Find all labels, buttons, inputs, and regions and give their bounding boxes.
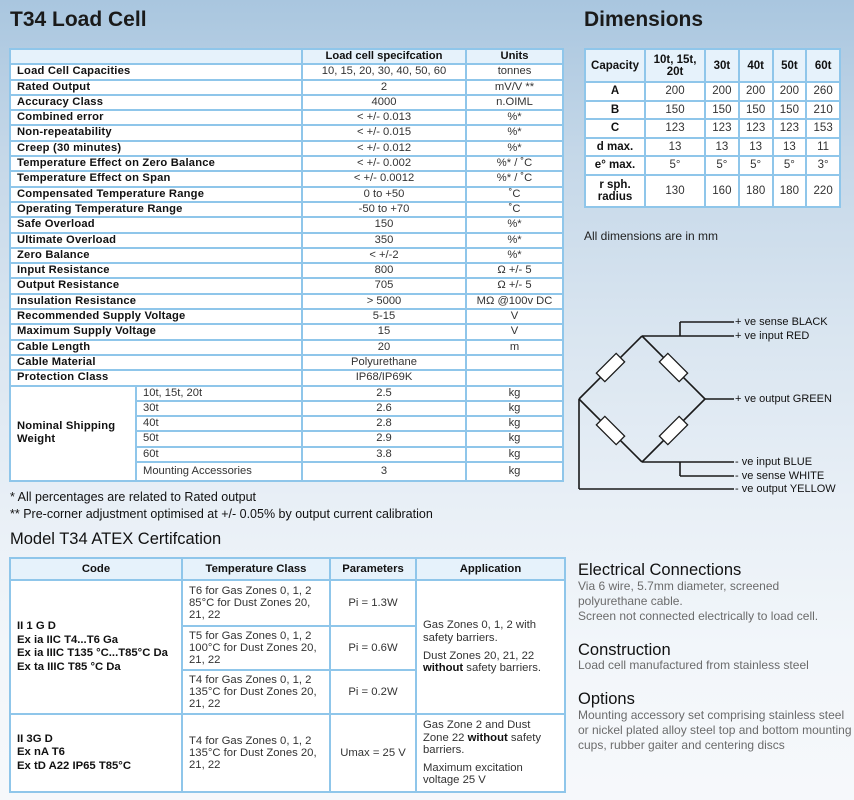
wire-label-output-green: + ve output GREEN <box>735 393 832 405</box>
wheatstone-bridge-diagram <box>570 305 740 505</box>
resistor-icon <box>596 353 687 444</box>
spec-unit: V <box>466 324 563 339</box>
dims-row <box>585 156 840 175</box>
dims-value: 150 <box>773 101 807 120</box>
dims-value: 3° <box>806 156 840 175</box>
dims-value: 5° <box>705 156 739 175</box>
spec-unit: ˚C <box>466 202 563 217</box>
spec-label: Non-repeatability <box>10 125 302 140</box>
spec-unit: %* <box>466 233 563 248</box>
dims-row-label: C <box>585 119 645 138</box>
atex-temp-class: T6 for Gas Zones 0, 1, 2 85°C for Dust Zones 20, 21, 22 <box>182 580 330 626</box>
atex-parameter: Pi = 0.6W <box>330 626 416 670</box>
atex-parameter: Pi = 1.3W <box>330 580 416 626</box>
atex-header-application: Application <box>416 558 565 580</box>
shipping-row <box>10 386 563 401</box>
spec-value: < +/-2 <box>302 248 466 263</box>
dims-row <box>585 82 840 101</box>
shipping-label: Nominal Shipping Weight <box>10 386 136 481</box>
dims-value: 200 <box>739 82 773 101</box>
atex-header-code: Code <box>10 558 182 580</box>
atex-table <box>9 557 566 793</box>
spec-value: < +/- 0.015 <box>302 125 466 140</box>
wire-label-input-blue: - ve input BLUE <box>735 456 813 468</box>
dims-value: 220 <box>806 175 840 207</box>
spec-unit: Ω +/- 5 <box>466 263 563 278</box>
dims-row <box>585 175 840 207</box>
spec-value: < +/- 0.013 <box>302 110 466 125</box>
spec-unit <box>466 355 563 370</box>
dims-value: 200 <box>645 82 705 101</box>
spec-unit: tonnes <box>466 64 563 79</box>
dims-value: 150 <box>645 101 705 120</box>
dims-value: 150 <box>739 101 773 120</box>
dims-row-label: e° max. <box>585 156 645 175</box>
spec-label: Cable Material <box>10 355 302 370</box>
electrical-heading: Electrical Connections <box>578 561 742 579</box>
spec-row <box>10 248 563 263</box>
spec-row <box>10 64 563 79</box>
spec-label: Rated Output <box>10 80 302 95</box>
atex-row <box>10 714 565 792</box>
dims-header-40t: 40t <box>739 49 773 82</box>
spec-value: -50 to +70 <box>302 202 466 217</box>
spec-label: Input Resistance <box>10 263 302 278</box>
spec-row <box>10 324 563 339</box>
atex-code-line: Ex ia IIC T4...T6 Ga <box>17 633 119 646</box>
wire-label-sense-black: + ve sense BLACK <box>735 316 828 328</box>
spec-row <box>10 278 563 293</box>
dims-row-label: r sph. radius <box>585 175 645 207</box>
spec-value: 800 <box>302 263 466 278</box>
options-heading: Options <box>578 690 635 708</box>
spec-label: Ultimate Overload <box>10 233 302 248</box>
spec-value: < +/- 0.0012 <box>302 171 466 186</box>
dims-header-capacity: Capacity <box>585 49 645 82</box>
dims-value: 160 <box>705 175 739 207</box>
spec-unit: MΩ @100v DC <box>466 294 563 309</box>
spec-value: < +/- 0.002 <box>302 156 466 171</box>
spec-label: Load Cell Capacities <box>10 64 302 79</box>
spec-unit: %* / ˚C <box>466 171 563 186</box>
spec-label: Recommended Supply Voltage <box>10 309 302 324</box>
spec-row <box>10 125 563 140</box>
dims-value: 5° <box>773 156 807 175</box>
dims-header-60t: 60t <box>806 49 840 82</box>
atex-app-text: Dust Zones 20, 21, 22 without safety barriers. <box>423 650 542 675</box>
dims-value: 123 <box>705 119 739 138</box>
dims-value: 13 <box>773 138 807 157</box>
atex-temp-class: T5 for Gas Zones 0, 1, 2 100°C for Dust Zones 20, 21, 22 <box>182 626 330 670</box>
shipping-unit: kg <box>466 431 563 446</box>
dims-value: 11 <box>806 138 840 157</box>
atex-code-group2 <box>10 714 182 792</box>
atex-app-text: Gas Zones 0, 1, 2 with safety barriers. <box>423 619 537 644</box>
electrical-text <box>578 579 854 624</box>
dims-header-30t: 30t <box>705 49 739 82</box>
spec-value: < +/- 0.012 <box>302 141 466 156</box>
electrical-line: Via 6 wire, 5.7mm diameter, screened polyurethane cable. <box>578 579 780 608</box>
dimensions-title: Dimensions <box>584 8 704 31</box>
spec-row <box>10 80 563 95</box>
shipping-unit: kg <box>466 462 563 481</box>
wire-label-input-red: + ve input RED <box>735 330 810 342</box>
dims-value: 5° <box>739 156 773 175</box>
shipping-unit: kg <box>466 386 563 401</box>
spec-value: 15 <box>302 324 466 339</box>
atex-application-group1 <box>416 580 565 714</box>
spec-row <box>10 217 563 232</box>
spec-label: Protection Class <box>10 370 302 385</box>
spec-unit: ˚C <box>466 187 563 202</box>
electrical-line: Screen not connected electrically to load cell. <box>578 609 819 623</box>
spec-row <box>10 110 563 125</box>
spec-unit: Ω +/- 5 <box>466 278 563 293</box>
spec-value: 150 <box>302 217 466 232</box>
spec-label: Accuracy Class <box>10 95 302 110</box>
atex-code-line: II 1 G D <box>17 620 56 632</box>
spec-row <box>10 156 563 171</box>
dims-row-label: d max. <box>585 138 645 157</box>
shipping-capacity: 50t <box>136 431 302 446</box>
spec-row <box>10 294 563 309</box>
dims-value: 123 <box>739 119 773 138</box>
spec-label: Zero Balance <box>10 248 302 263</box>
page-title: T34 Load Cell <box>10 8 147 31</box>
shipping-value: 2.8 <box>302 416 466 431</box>
spec-label: Safe Overload <box>10 217 302 232</box>
dims-value: 150 <box>705 101 739 120</box>
shipping-capacity: 40t <box>136 416 302 431</box>
spec-unit: mV/V ** <box>466 80 563 95</box>
footnote-2: ** Pre-corner adjustment optimised at +/- 0.05% by output current calibration <box>10 507 433 521</box>
spec-row <box>10 370 563 385</box>
construction-heading: Construction <box>578 641 671 659</box>
spec-value: 0 to +50 <box>302 187 466 202</box>
spec-row <box>10 355 563 370</box>
spec-label: Temperature Effect on Zero Balance <box>10 156 302 171</box>
dims-value: 130 <box>645 175 705 207</box>
atex-code-line: Ex ta IIIC T85 °C Da <box>17 660 121 673</box>
spec-row <box>10 309 563 324</box>
spec-row <box>10 187 563 202</box>
spec-value: 350 <box>302 233 466 248</box>
spec-unit: %* <box>466 217 563 232</box>
shipping-capacity: 60t <box>136 447 302 462</box>
atex-row <box>10 580 565 626</box>
dims-value: 260 <box>806 82 840 101</box>
dims-row <box>585 101 840 120</box>
dims-value: 13 <box>705 138 739 157</box>
atex-parameter: Umax = 25 V <box>330 714 416 792</box>
dims-row-label: A <box>585 82 645 101</box>
shipping-value: 2.6 <box>302 401 466 416</box>
spec-unit <box>466 370 563 385</box>
spec-table <box>9 48 564 482</box>
shipping-value: 2.5 <box>302 386 466 401</box>
shipping-capacity: Mounting Accessories <box>136 462 302 481</box>
spec-value: 705 <box>302 278 466 293</box>
atex-code-line: Ex tD A22 IP65 T85°C <box>17 759 131 772</box>
spec-unit: %* <box>466 248 563 263</box>
dims-value: 200 <box>773 82 807 101</box>
shipping-capacity: 30t <box>136 401 302 416</box>
atex-app-text: Gas Zone 2 and Dust Zone 22 without safety barriers. <box>423 719 542 756</box>
spec-value: 4000 <box>302 95 466 110</box>
spec-row <box>10 340 563 355</box>
shipping-value: 3.8 <box>302 447 466 462</box>
dims-row <box>585 119 840 138</box>
spec-value: 5-15 <box>302 309 466 324</box>
spec-header-blank <box>10 49 302 64</box>
dims-value: 210 <box>806 101 840 120</box>
atex-header-temperature: Temperature Class <box>182 558 330 580</box>
atex-title: Model T34 ATEX Certifcation <box>10 530 222 548</box>
spec-unit: n.OIML <box>466 95 563 110</box>
spec-label: Combined error <box>10 110 302 125</box>
atex-parameter: Pi = 0.2W <box>330 670 416 714</box>
footnote-1: * All percentages are related to Rated output <box>10 490 256 504</box>
spec-row <box>10 171 563 186</box>
dims-value: 180 <box>739 175 773 207</box>
spec-label: Temperature Effect on Span <box>10 171 302 186</box>
dims-value: 123 <box>773 119 807 138</box>
spec-value: Polyurethane <box>302 355 466 370</box>
spec-label: Output Resistance <box>10 278 302 293</box>
spec-label: Operating Temperature Range <box>10 202 302 217</box>
dims-value: 200 <box>705 82 739 101</box>
atex-header-row <box>10 558 565 580</box>
spec-label: Maximum Supply Voltage <box>10 324 302 339</box>
dims-value: 123 <box>645 119 705 138</box>
atex-code-line: Ex nA T6 <box>17 746 65 759</box>
spec-header-spec: Load cell specifcation <box>302 49 466 64</box>
dims-header-row <box>585 49 840 82</box>
spec-value: IP68/IP69K <box>302 370 466 385</box>
spec-unit: m <box>466 340 563 355</box>
dims-header-50t: 50t <box>773 49 807 82</box>
shipping-capacity: 10t, 15t, 20t <box>136 386 302 401</box>
atex-code-line: Ex ia IIIC T135 °C...T85°C Da <box>17 647 168 659</box>
spec-row <box>10 141 563 156</box>
dims-row <box>585 138 840 157</box>
atex-code-line: II 3G D <box>17 732 53 745</box>
spec-label: Cable Length <box>10 340 302 355</box>
wire-label-sense-white: - ve sense WHITE <box>735 470 825 482</box>
dimensions-note: All dimensions are in mm <box>584 229 719 243</box>
dimensions-table <box>584 48 841 208</box>
spec-row <box>10 95 563 110</box>
atex-temp-class: T4 for Gas Zones 0, 1, 2 135°C for Dust Zones 20, 21, 22 <box>182 670 330 714</box>
spec-value: 10, 15, 20, 30, 40, 50, 60 <box>302 64 466 79</box>
spec-value: > 5000 <box>302 294 466 309</box>
spec-row <box>10 233 563 248</box>
spec-header-row <box>10 49 563 64</box>
shipping-unit: kg <box>466 416 563 431</box>
spec-unit: %* <box>466 110 563 125</box>
spec-label: Creep (30 minutes) <box>10 141 302 156</box>
atex-temp-class: T4 for Gas Zones 0, 1, 2 135°C for Dust Zones 20, 21, 22 <box>182 714 330 792</box>
spec-unit: V <box>466 309 563 324</box>
dims-value: 13 <box>739 138 773 157</box>
spec-row <box>10 263 563 278</box>
spec-unit: %* / ˚C <box>466 156 563 171</box>
shipping-unit: kg <box>466 447 563 462</box>
shipping-unit: kg <box>466 401 563 416</box>
dims-value: 153 <box>806 119 840 138</box>
dims-value: 5° <box>645 156 705 175</box>
spec-unit: %* <box>466 141 563 156</box>
atex-code-group1 <box>10 580 182 714</box>
dims-header-10-15-20t: 10t, 15t, 20t <box>645 49 705 82</box>
wire-label-output-yellow: - ve output YELLOW <box>735 483 836 495</box>
dims-row-label: B <box>585 101 645 120</box>
options-text: Mounting accessory set comprising stainless steel or nickel plated alloy steel top and bottom mounting cups, rubber gaiter and centering discs <box>578 708 852 752</box>
dims-value: 13 <box>645 138 705 157</box>
shipping-value: 2.9 <box>302 431 466 446</box>
spec-unit: %* <box>466 125 563 140</box>
atex-app-text: Maximum excitation voltage 25 V <box>423 762 523 787</box>
spec-value: 20 <box>302 340 466 355</box>
dims-value: 180 <box>773 175 807 207</box>
spec-label: Compensated Temperature Range <box>10 187 302 202</box>
construction-text: Load cell manufactured from stainless steel <box>578 658 809 672</box>
spec-label: Insulation Resistance <box>10 294 302 309</box>
shipping-value: 3 <box>302 462 466 481</box>
spec-row <box>10 202 563 217</box>
atex-application-group2 <box>416 714 565 792</box>
atex-header-parameters: Parameters <box>330 558 416 580</box>
spec-header-units: Units <box>466 49 563 64</box>
spec-value: 2 <box>302 80 466 95</box>
